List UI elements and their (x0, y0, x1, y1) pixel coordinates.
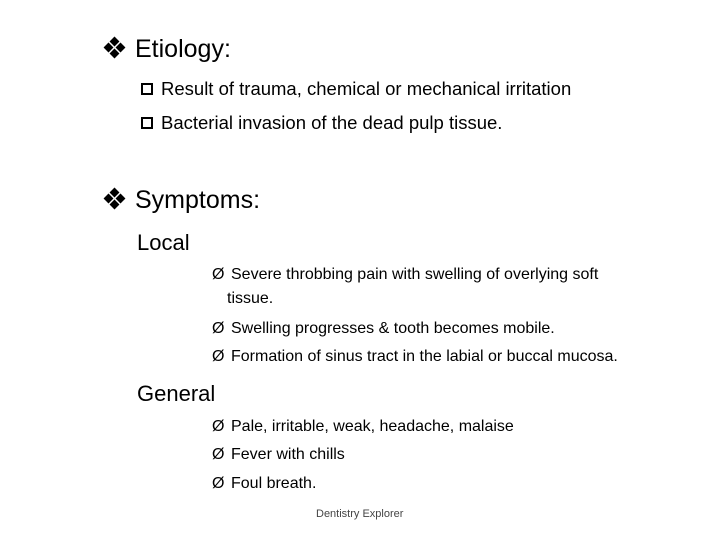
arrow-bullet-icon: Ø (212, 446, 225, 463)
general-item (212, 444, 345, 466)
general-label: General (137, 381, 216, 406)
etiology-item (141, 111, 502, 135)
local-item-text: Severe throbbing pain with swelling of overlying soft (231, 266, 599, 283)
general-item (212, 473, 316, 495)
symptoms-heading-row (104, 185, 260, 215)
etiology-item (141, 77, 571, 101)
arrow-bullet-icon: Ø (212, 348, 225, 365)
local-item-text: Formation of sinus tract in the labial or buccal mucosa. (231, 348, 618, 365)
local-item (212, 346, 618, 368)
arrow-bullet-icon: Ø (212, 475, 225, 492)
local-item (212, 318, 555, 340)
local-item-continuation: tissue. (227, 290, 274, 307)
footer-credit: Dentistry Explorer (316, 508, 404, 520)
square-bullet-icon (141, 117, 153, 129)
square-bullet-icon (141, 83, 153, 95)
symptoms-heading: Symptoms: (135, 186, 261, 214)
etiology-heading: Etiology: (135, 35, 231, 63)
local-label: Local (137, 230, 190, 255)
general-item-text: Foul breath. (231, 475, 317, 492)
diamond-bullet-icon (104, 188, 126, 210)
etiology-item-text: Result of trauma, chemical or mechanical irritation (161, 78, 572, 99)
general-item-text: Fever with chills (231, 446, 345, 463)
etiology-item-text: Bacterial invasion of the dead pulp tissue. (161, 112, 503, 133)
local-item-text: Swelling progresses & tooth becomes mobile. (231, 320, 555, 337)
diamond-bullet-icon (104, 37, 126, 59)
general-item-text: Pale, irritable, weak, headache, malaise (231, 418, 514, 435)
arrow-bullet-icon: Ø (212, 266, 225, 283)
arrow-bullet-icon: Ø (212, 418, 225, 435)
etiology-heading-row (104, 34, 231, 64)
arrow-bullet-icon: Ø (212, 320, 225, 337)
local-item (212, 264, 598, 286)
general-item (212, 416, 514, 438)
